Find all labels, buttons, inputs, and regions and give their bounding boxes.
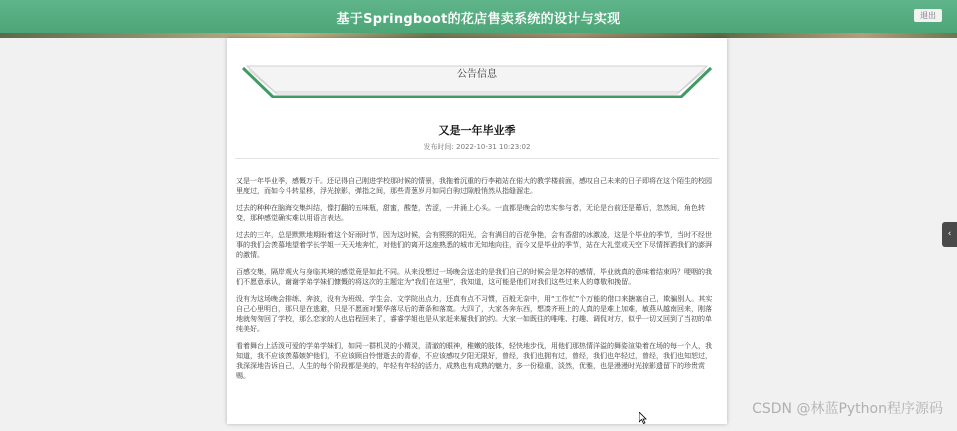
title-divider [235,158,719,159]
logout-button[interactable]: 退出 [914,9,942,22]
article-paragraph: 又是一年毕业季，感慨万千。还记得自己刚进学校那时候的情景，我拖着沉重的行李箱站在偌大的教学楼前面，感叹自己未来的日子即将在这个陌生的校园里度过，而如今斗转星移，浮光掠影，弹指之间，那些青葱岁月如同白驹过隙般悄然从指缝溜走。 [236,177,712,195]
article-paragraph: 百感交集，隔岸观火与身临其境的感觉竟是如此不同。从来没想过一场晚会送走的是我们自己的时候会是怎样的感情，毕业就真的意味着结束吗？哽咽的我们不愿意承认，谢谢学弟学妹们慷慨的将这次的主题定为“我们在这里”，我知道，这可能是他们对我们这些过来人的尊敬和挽留。 [236,268,712,286]
notice-detail-card [227,38,727,424]
article-paragraph: 过去的种种在脑海交集纠结，像打翻的五味瓶，甜蜜，酸楚，苦涩，一并涌上心头。一直都是晚会的忠实参与者，无论是台前还是幕后，忽然间，角色转变，那种感觉确实难以用语言表达。 [236,204,705,222]
section-title: 公告信息 [457,69,497,80]
article-paragraph: 过去的三年，总是默默地期盼着这个好雨时节，因为这时候，会有熙熙的阳光，会有满目的百花争艳，会有香甜的冰激凌，这是个毕业的季节，当时不经世事的我们会羡慕地望着学长学姐一天天地奔忙，对他们的离开这座熟悉的城市无知地向往，而今又是毕业的季节，站在大礼堂或天空下尽情挥洒我们的澎湃的激情。 [236,231,712,259]
watermark-text: CSDN @林蓝Python程序源码 [752,401,943,417]
publish-time-label: 发布时间: [423,143,454,151]
article-paragraph: 看着舞台上活泼可爱的学弟学妹们，如同一群机灵的小精灵，清澈的眼神，稚嫩的肢体，轻快地步伐，用他们那热情洋溢的舞姿渲染着在场的每一个人，我知道，我不应该羡慕嫉妒他们，不应该顾自怜惜逝去的青春，不应该感叹夕阳无限好，曾经，我们也拥有过，曾经，我们也年轻过，曾经，我们也知恕过，我深深地告诉自己，人生的每个阶段都是美的，年轻有年轻的活力，成熟也有成熟的魅力，多一份稳重，淡然，优雅，也是漫漫时光掠影遗留下的珍贵赏赐。 [236,342,712,380]
article-title: 又是一年毕业季 [438,124,516,137]
mouse-cursor-icon [639,412,647,424]
article-paragraph: 没有为这场晚会排练、奔波，没有为班级、学生会、文学院出点力，还真有点不习惯，百般无奈中，用“工作忙”个万能的借口来搪塞自己，欺骗别人。其实自己心里明白，那只是在逃避，只是不愿面对繁华落尽后的萧条和落寞。大四了，大家各奔东西，想凑齐班上的人真的是难上加难，敏燕从越南回来，刚落地就匆匆回了学校，那么恋家的人也启程回来了，睿睿学姐也是从家赶来履我们的约。大家一如既往的唯唯、打趣、调侃对方，似乎一切又回到了当初的单纯美好。 [236,295,713,333]
publish-time [227,142,727,152]
article-body [236,176,718,388]
publish-time-value: 2022-10-31 10:23:02 [456,143,531,151]
top-header [0,0,957,33]
chevron-left-icon[interactable]: ‹ [942,222,957,247]
site-title: 基于Springboot的花店售卖系统的设计与实现 [336,12,621,27]
